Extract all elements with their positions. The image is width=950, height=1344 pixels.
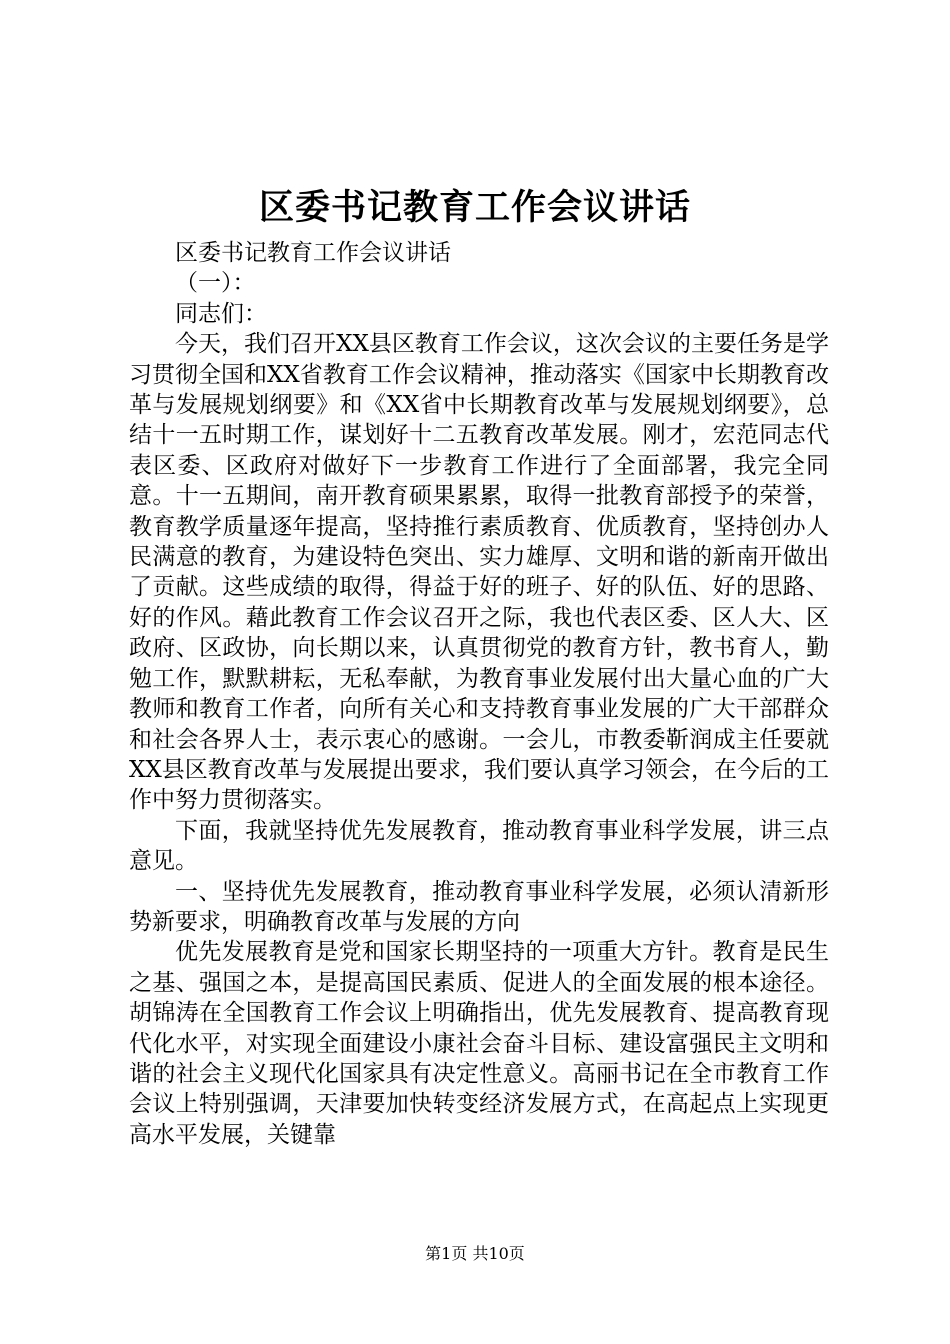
paragraph-salutation: 同志们： — [175, 300, 267, 327]
paragraph-opening: 今天，我们召开XX县区教育工作会议，这次会议的主要任务是学习贯彻全国和XX省教育工作会议精神，推动落实《国家中长期教育改革与发展规划纲要》和《XX省中长期教育改革与发展规划纲要》，总结十一五时期工作，谋划好十二五教育改革发展。刚才，宏范同志代表区委、区政府对做好下一步教育工作进行了全面部署，我完全同意。十一五期间，南开教育硕果累累，取得一批教育部授予的荣誉，教育教学质量逐年提高，坚持推行素质教育、优质教育，坚持创办人民满意的教育，为建设特色突出、实力雄厚、文明和谐的新南开做出了贡献。这些成绩的取得，得益于好的班子、好的队伍、好的思路、好的作风。藉此教育工作会议召开之际，我也代表区委、区人大、区政府、区政协，向长期以来，认真贯彻党的教育方针，教书育人，勤勉工作，默默耕耘，无私奉献，为教育事业发展付出大量心血的广大教师和教育工作者，向所有关心和支持教育事业发展的广大干部群众和社会各界人士，表示衷心的感谢。一会儿，市教委靳润成主任要就XX县区教育改革与发展提出要求，我们要认真学习领会，在今后的工作中努力贯彻落实。 — [129, 331, 829, 814]
document-title: 区委书记教育工作会议讲话 — [258, 187, 691, 228]
paragraph-body: 优先发展教育是党和国家长期坚持的一项重大方针。教育是民生之基、强国之本，是提高国民素质、促进人的全面发展的根本途径。胡锦涛在全国教育工作会议上明确指出，优先发展教育、提高教育现代化水平，对实现全面建设小康社会奋斗目标、建设富强民主文明和谐的社会主义现代化国家具有决定性意义。高丽书记在全市教育工作会议上特别强调，天津要加快转变经济发展方式，在高起点上实现更高水平发展，关键靠 — [129, 939, 829, 1148]
paragraph-outline: 下面，我就坚持优先发展教育，推动教育事业科学发展，讲三点意见。 — [129, 817, 829, 875]
paragraph-heading-one: 一、坚持优先发展教育，推动教育事业科学发展，必须认清新形势新要求，明确教育改革与发展的方向 — [129, 878, 829, 935]
paragraph-subtitle: 区委书记教育工作会议讲话 — [175, 240, 451, 266]
document-body — [129, 238, 829, 1150]
page-number: 第1页 共10页 — [425, 1244, 525, 1263]
paragraph-section-marker: （一）： — [175, 270, 256, 297]
